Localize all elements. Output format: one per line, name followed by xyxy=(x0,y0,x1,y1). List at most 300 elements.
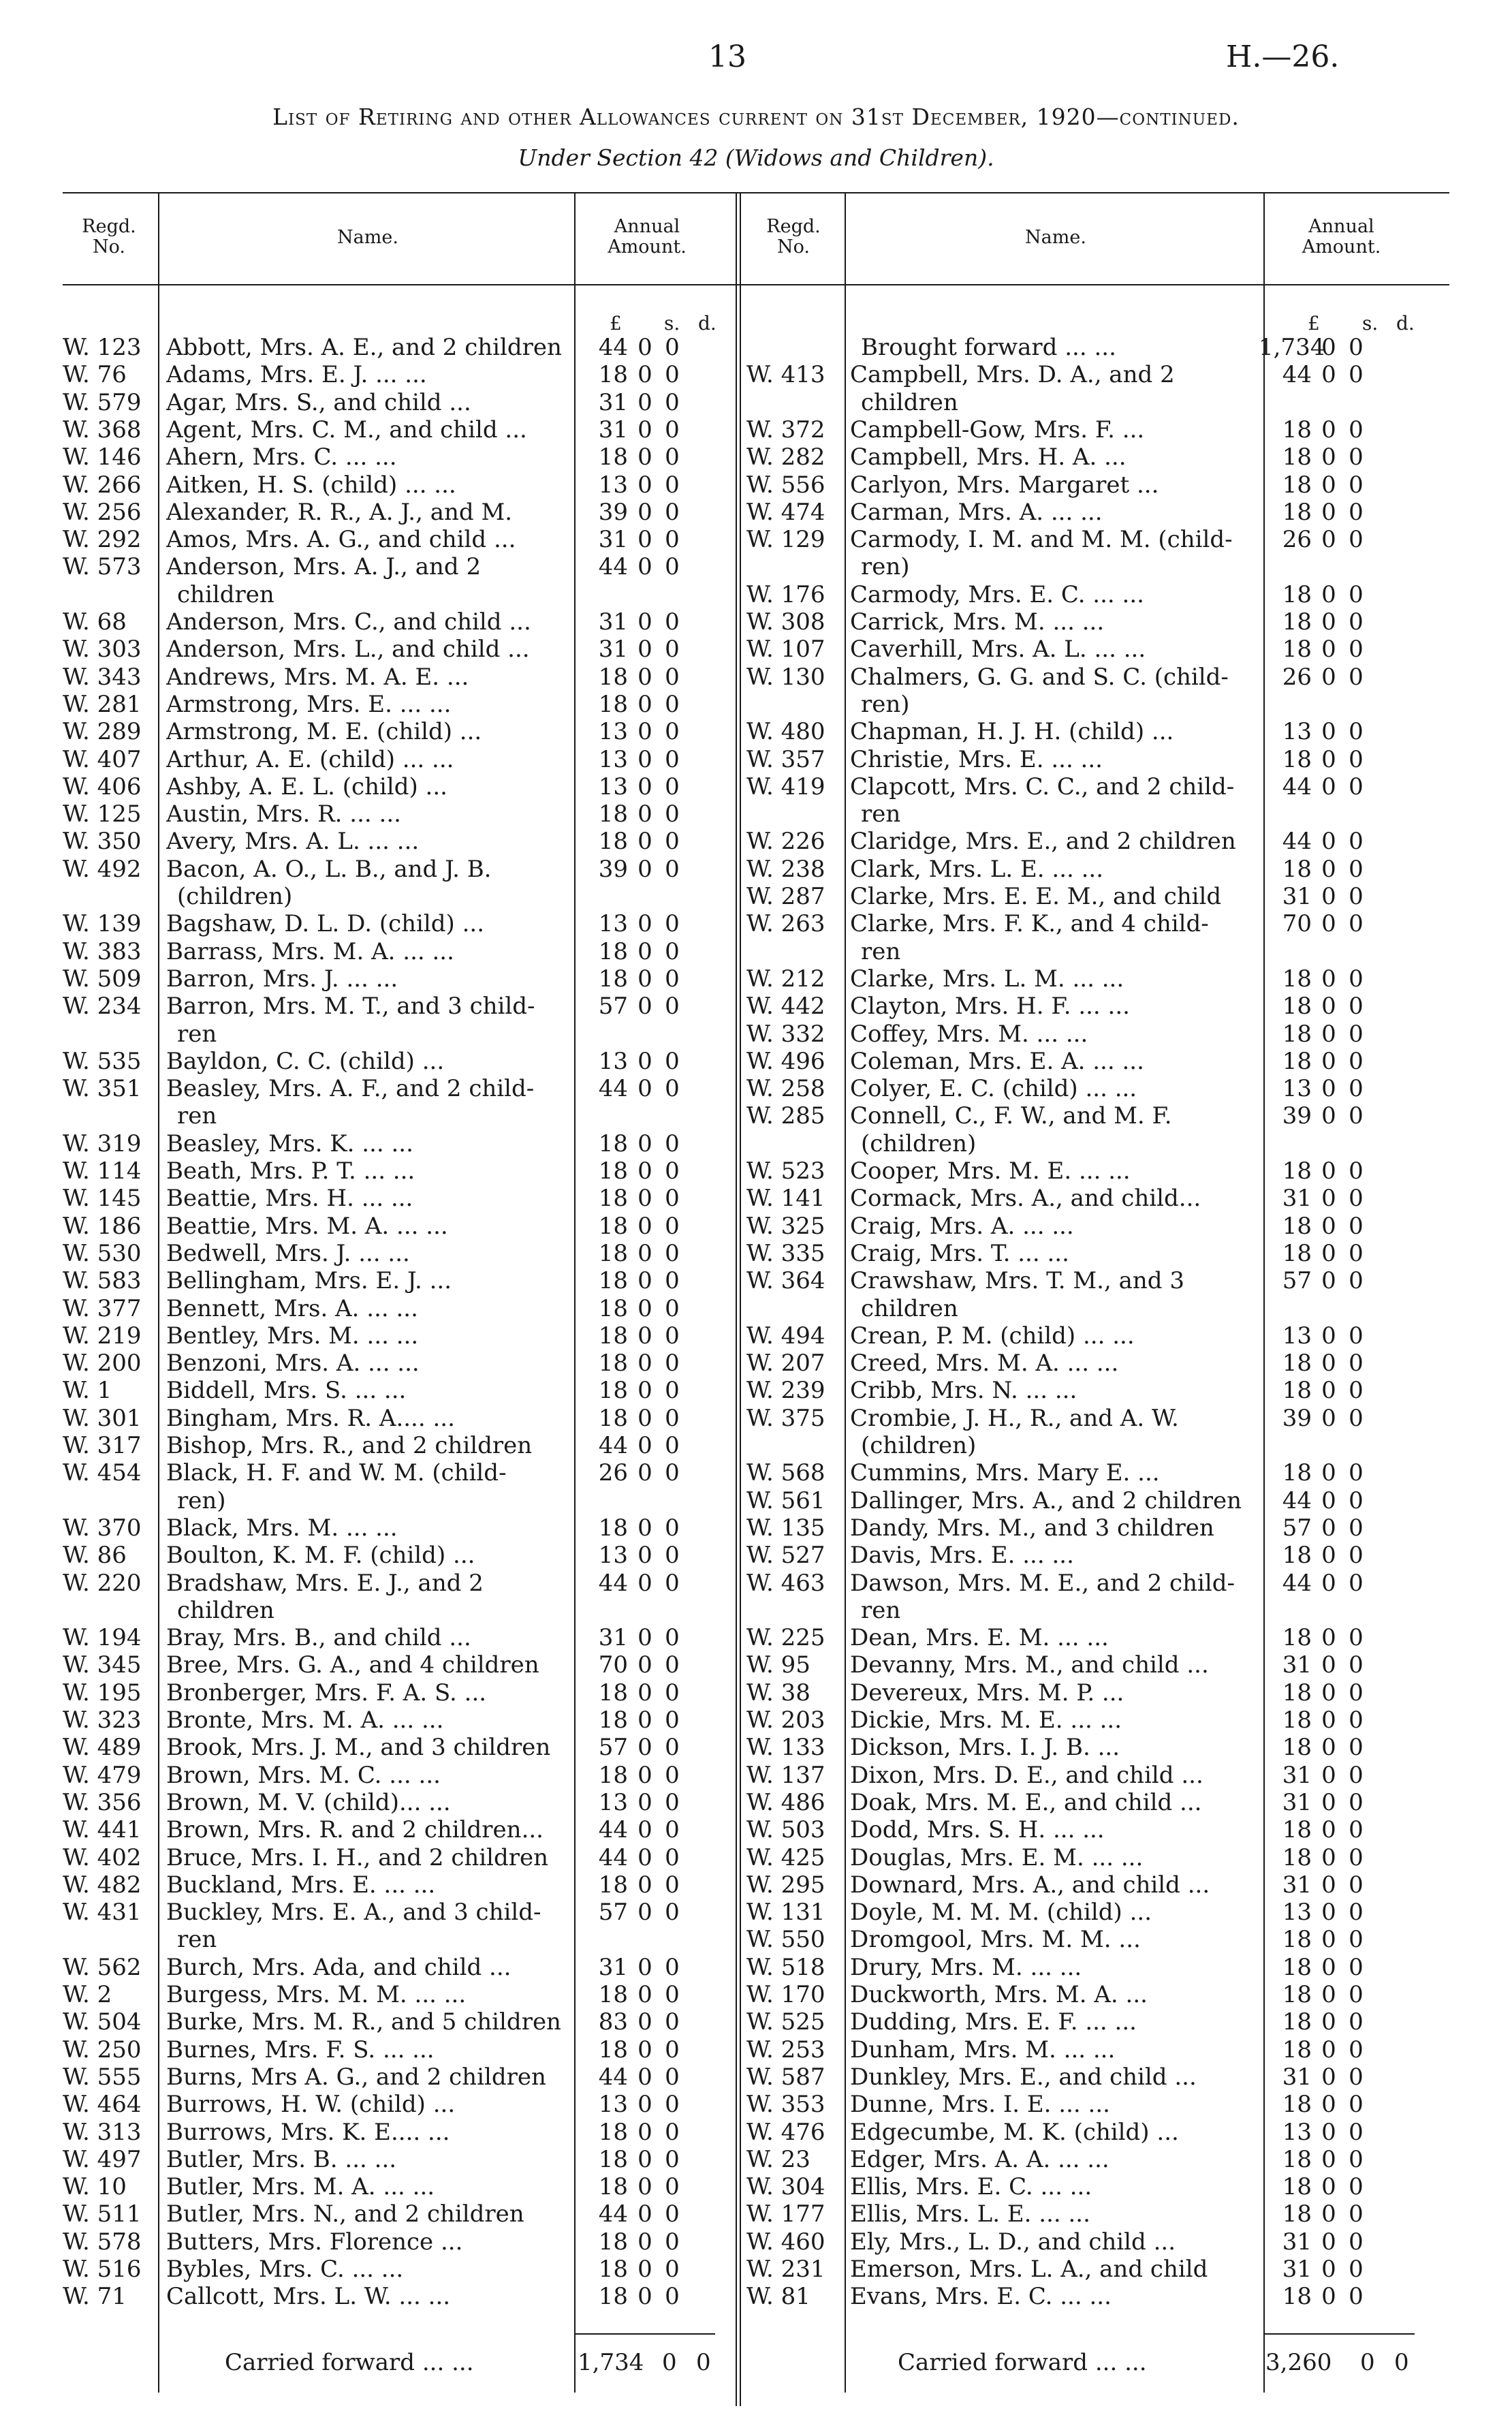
amount-pounds-cell: 18 xyxy=(1282,636,1312,664)
name-cell: ren) xyxy=(177,1486,226,1514)
regd-no-cell: W. 135 xyxy=(746,1514,825,1542)
name-cell: Cribb, Mrs. N. ... ... xyxy=(850,1377,1077,1405)
regd-no-cell: W. 535 xyxy=(63,1047,142,1075)
amount-pence-cell: 0 xyxy=(665,1542,680,1570)
amount-shillings-cell: 0 xyxy=(637,2283,652,2311)
regd-no-cell: W. 350 xyxy=(63,828,142,856)
amount-pence-cell: 0 xyxy=(1349,1899,1364,1927)
name-cell: Clapcott, Mrs. C. C., and 2 child- xyxy=(850,773,1235,800)
amount-pounds-cell: 31 xyxy=(598,388,628,416)
amount-shillings-cell: 0 xyxy=(637,2256,652,2283)
amount-shillings-cell: 0 xyxy=(1321,1761,1336,1789)
table-row xyxy=(63,1048,723,1075)
right-pence-unit: d. xyxy=(1396,312,1415,334)
amount-pence-cell: 0 xyxy=(665,1734,680,1762)
amount-shillings-cell: 0 xyxy=(637,1707,652,1734)
table-row xyxy=(746,2036,1428,2063)
table-row xyxy=(63,2200,723,2228)
table-row xyxy=(746,718,1428,745)
regd-no-cell: W. 253 xyxy=(746,2036,825,2063)
table-row xyxy=(746,1926,1428,1953)
name-cell: Dallinger, Mrs. A., and 2 children xyxy=(850,1486,1242,1514)
table-row xyxy=(746,608,1428,636)
amount-pounds-cell: 39 xyxy=(598,855,628,883)
amount-pounds-cell: 83 xyxy=(598,2008,628,2036)
amount-pence-cell: 0 xyxy=(665,2200,680,2228)
table-row xyxy=(63,581,723,608)
amount-pence-cell: 0 xyxy=(665,1624,680,1652)
amount-pounds-cell: 18 xyxy=(1282,1459,1312,1487)
amount-pence-cell: 0 xyxy=(1349,2256,1364,2283)
amount-pounds-cell: 18 xyxy=(598,663,628,691)
amount-pounds-cell: 18 xyxy=(1282,608,1312,636)
amount-pounds-cell: 18 xyxy=(598,1707,628,1734)
amount-pence-cell: 0 xyxy=(665,1047,680,1075)
amount-pounds-cell: 13 xyxy=(1282,2118,1312,2146)
name-cell: Buckley, Mrs. E. A., and 3 child- xyxy=(166,1899,541,1927)
left-carried-forward-label: Carried forward ... ... xyxy=(225,2349,474,2376)
table-row xyxy=(746,1267,1428,1294)
amount-pence-cell: 0 xyxy=(1349,993,1364,1021)
regd-no-cell: W. 295 xyxy=(746,1871,825,1899)
page-number: 13 xyxy=(708,40,746,74)
table-row xyxy=(746,1240,1428,1267)
regd-no-cell: W. 486 xyxy=(746,1788,825,1816)
amount-shillings-cell: 0 xyxy=(1321,2063,1336,2091)
regd-no-cell: W. 238 xyxy=(746,855,825,883)
regd-no-cell: W. 583 xyxy=(63,1267,142,1295)
amount-pence-cell: 0 xyxy=(665,1569,680,1597)
name-cell: Edgecumbe, M. K. (child) ... xyxy=(850,2118,1179,2146)
name-cell: Barrass, Mrs. M. A. ... ... xyxy=(166,937,454,965)
table-row xyxy=(746,1954,1428,1981)
regd-no-cell: W. 281 xyxy=(63,690,142,718)
amount-shillings-cell: 0 xyxy=(637,1569,652,1597)
name-cell: Dean, Mrs. E. M. ... ... xyxy=(850,1624,1109,1652)
table-row xyxy=(63,1816,723,1843)
amount-pence-cell: 0 xyxy=(1349,773,1364,800)
amount-pounds-cell: 18 xyxy=(1282,1157,1312,1185)
table-row xyxy=(63,1514,723,1542)
table-row xyxy=(746,1295,1428,1322)
table-row xyxy=(63,691,723,718)
amount-pounds-cell: 44 xyxy=(1282,773,1312,800)
regd-no-cell: W. 377 xyxy=(63,1294,142,1322)
amount-pounds-cell: 44 xyxy=(598,1432,628,1459)
amount-pounds-cell: 18 xyxy=(598,1761,628,1789)
amount-pounds-cell: 18 xyxy=(598,690,628,718)
name-cell: Dromgool, Mrs. M. M. ... xyxy=(850,1926,1141,1954)
name-cell: Coleman, Mrs. E. A. ... ... xyxy=(850,1047,1144,1075)
amount-pence-cell: 0 xyxy=(665,1761,680,1789)
amount-pounds-cell: 18 xyxy=(598,443,628,471)
page-title: List of Retiring and other Allowances current on 31st December, 1920—continued. xyxy=(272,104,1240,130)
left-carried-forward-pence: 0 xyxy=(696,2349,711,2376)
amount-pounds-cell: 26 xyxy=(598,1459,628,1487)
table-row xyxy=(746,443,1428,471)
table-row xyxy=(63,608,723,636)
name-cell: Clarke, Mrs. F. K., and 4 child- xyxy=(850,910,1209,938)
name-cell: Black, Mrs. M. ... ... xyxy=(166,1514,398,1542)
regd-no-cell: W. 304 xyxy=(746,2173,825,2201)
regd-no-cell: W. 292 xyxy=(63,526,142,554)
amount-shillings-cell: 0 xyxy=(637,1432,652,1459)
name-cell: Campbell, Mrs. H. A. ... xyxy=(850,443,1127,471)
amount-pence-cell: 0 xyxy=(1349,2036,1364,2063)
name-cell: Burrows, Mrs. K. E.... ... xyxy=(166,2118,450,2146)
amount-pounds-cell: 44 xyxy=(598,1569,628,1597)
name-cell: Dickson, Mrs. I. J. B. ... xyxy=(850,1734,1120,1762)
table-row xyxy=(63,856,723,883)
amount-pounds-cell: 39 xyxy=(1282,1404,1312,1432)
amount-pence-cell: 0 xyxy=(665,1432,680,1459)
left-carried-forward-shillings: 0 xyxy=(662,2349,677,2376)
amount-pounds-cell: 39 xyxy=(598,498,628,526)
name-cell: ren xyxy=(177,1020,217,1048)
table-row xyxy=(63,1322,723,1350)
table-row xyxy=(746,1350,1428,1377)
regd-no-cell: W. 476 xyxy=(746,2118,825,2146)
amount-pence-cell: 0 xyxy=(1349,1102,1364,1130)
regd-no-cell: W. 287 xyxy=(746,883,825,910)
right-carried-forward-pence: 0 xyxy=(1394,2349,1409,2376)
amount-pounds-cell: 31 xyxy=(1282,2063,1312,2091)
table-row xyxy=(63,1597,723,1624)
name-cell: Avery, Mrs. A. L. ... ... xyxy=(166,828,420,856)
name-cell: Dunham, Mrs. M. ... ... xyxy=(850,2036,1116,2063)
regd-no-cell: W. 332 xyxy=(746,1020,825,1048)
name-cell: (children) xyxy=(861,1432,977,1459)
amount-pence-cell: 0 xyxy=(665,1843,680,1871)
amount-pence-cell: 0 xyxy=(1349,580,1364,608)
name-cell: Dixon, Mrs. D. E., and child ... xyxy=(850,1761,1203,1789)
amount-pounds-cell: 18 xyxy=(598,1322,628,1350)
amount-pence-cell: 0 xyxy=(665,1322,680,1350)
regd-no-cell: W. 86 xyxy=(63,1542,127,1570)
regd-no-cell: W. 323 xyxy=(63,1707,142,1734)
amount-pence-cell: 0 xyxy=(1349,2118,1364,2146)
amount-pounds-cell: 18 xyxy=(1282,1047,1312,1075)
regd-no-cell: W. 195 xyxy=(63,1679,142,1707)
amount-shillings-cell: 0 xyxy=(1321,1157,1336,1185)
amount-pounds-cell: 18 xyxy=(598,1514,628,1542)
name-cell: children xyxy=(177,1596,274,1624)
table-row xyxy=(63,1651,723,1679)
amount-pounds-cell: 44 xyxy=(1282,828,1312,856)
name-cell: Bacon, A. O., L. B., and J. B. xyxy=(166,855,492,883)
amount-shillings-cell: 0 xyxy=(1321,1542,1336,1570)
regd-no-cell: W. 176 xyxy=(746,580,825,608)
amount-pence-cell: 0 xyxy=(665,1212,680,1240)
name-cell: Benzoni, Mrs. A. ... ... xyxy=(166,1350,420,1377)
amount-shillings-cell: 0 xyxy=(637,1953,652,1981)
amount-pence-cell: 0 xyxy=(665,1788,680,1816)
amount-pence-cell: 0 xyxy=(1349,443,1364,471)
name-cell: Brown, M. V. (child)... ... xyxy=(166,1788,451,1816)
table-row xyxy=(63,2063,723,2091)
amount-pounds-cell: 18 xyxy=(1282,2145,1312,2173)
amount-shillings-cell: 0 xyxy=(637,2145,652,2173)
amount-shillings-cell: 0 xyxy=(1321,1404,1336,1432)
table-row xyxy=(63,1981,723,2008)
name-cell: Crombie, J. H., R., and A. W. xyxy=(850,1404,1179,1432)
regd-no-cell: W. 406 xyxy=(63,773,142,800)
table-row xyxy=(746,691,1428,718)
name-cell: Craig, Mrs. T. ... ... xyxy=(850,1239,1069,1267)
table-row xyxy=(63,664,723,691)
amount-pounds-cell: 18 xyxy=(598,1212,628,1240)
amount-pounds-cell: 18 xyxy=(1282,416,1312,443)
table-row xyxy=(63,1926,723,1953)
regd-no-cell: W. 402 xyxy=(63,1843,142,1871)
name-cell: Butters, Mrs. Florence ... xyxy=(166,2228,463,2256)
name-cell: Carmody, Mrs. E. C. ... ... xyxy=(850,580,1144,608)
regd-no-cell: W. 146 xyxy=(63,443,142,471)
name-cell: Crean, P. M. (child) ... ... xyxy=(850,1322,1135,1350)
regd-no-cell: W. 419 xyxy=(746,773,825,800)
table-row xyxy=(63,1377,723,1404)
amount-pence-cell: 0 xyxy=(665,1404,680,1432)
name-cell: Bellingham, Mrs. E. J. ... xyxy=(166,1267,452,1295)
amount-pence-cell: 0 xyxy=(665,2228,680,2256)
amount-shillings-cell: 0 xyxy=(637,416,652,443)
amount-pence-cell: 0 xyxy=(1349,2008,1364,2036)
amount-shillings-cell: 0 xyxy=(637,1377,652,1405)
amount-pence-cell: 0 xyxy=(1349,416,1364,443)
table-row xyxy=(746,1844,1428,1871)
name-cell: Evans, Mrs. E. C. ... ... xyxy=(850,2283,1112,2311)
table-row xyxy=(63,773,723,800)
amount-shillings-cell: 0 xyxy=(1321,2173,1336,2201)
regd-no-cell: W. 464 xyxy=(63,2091,142,2119)
table-row xyxy=(746,2091,1428,2118)
amount-pounds-cell: 13 xyxy=(598,1542,628,1570)
name-cell: Downard, Mrs. A., and child ... xyxy=(850,1871,1210,1899)
amount-pounds-cell: 57 xyxy=(598,1734,628,1762)
amount-pounds-cell: 18 xyxy=(1282,2036,1312,2063)
amount-pounds-cell: 18 xyxy=(1282,993,1312,1021)
regd-no-cell: W. 129 xyxy=(746,526,825,554)
regd-no-cell: W. 527 xyxy=(746,1542,825,1570)
amount-shillings-cell: 0 xyxy=(1321,1569,1336,1597)
name-cell: Crawshaw, Mrs. T. M., and 3 xyxy=(850,1267,1184,1295)
amount-pounds-cell: 18 xyxy=(1282,1926,1312,1954)
name-cell: (children) xyxy=(861,1130,977,1157)
regd-no-cell: W. 383 xyxy=(63,937,142,965)
regd-no-cell: W. 131 xyxy=(746,1899,825,1927)
regd-no-cell: W. 555 xyxy=(63,2063,142,2091)
amount-pounds-cell: 31 xyxy=(1282,2256,1312,2283)
regd-no-cell: W. 482 xyxy=(63,1871,142,1899)
amount-pence-cell: 0 xyxy=(665,1899,680,1927)
regd-no-cell: W. 107 xyxy=(746,636,825,664)
table-row xyxy=(63,499,723,526)
amount-shillings-cell: 0 xyxy=(637,1267,652,1295)
amount-pounds-cell: 18 xyxy=(598,2283,628,2311)
table-row xyxy=(746,1075,1428,1102)
amount-shillings-cell: 0 xyxy=(637,910,652,938)
amount-pence-cell: 0 xyxy=(665,553,680,581)
amount-pounds-cell: 31 xyxy=(1282,1871,1312,1899)
amount-shillings-cell: 0 xyxy=(637,1514,652,1542)
name-cell: Butler, Mrs. N., and 2 children xyxy=(166,2200,524,2228)
name-cell: Carrick, Mrs. M. ... ... xyxy=(850,608,1105,636)
amount-pence-cell: 0 xyxy=(665,1459,680,1487)
amount-pounds-cell: 44 xyxy=(598,1816,628,1844)
name-cell: Beattie, Mrs. H. ... ... xyxy=(166,1185,413,1213)
right-header-name: Name. xyxy=(1025,227,1086,248)
amount-pounds-cell: 31 xyxy=(1282,2228,1312,2256)
amount-pence-cell: 0 xyxy=(1349,1816,1364,1844)
table-row xyxy=(63,416,723,443)
name-cell: Connell, C., F. W., and M. F. xyxy=(850,1102,1172,1130)
regd-no-cell: W. 289 xyxy=(63,718,142,746)
regd-no-cell: W. 325 xyxy=(746,1212,825,1240)
amount-pounds-cell: 18 xyxy=(1282,1734,1312,1762)
amount-pounds-cell: 18 xyxy=(1282,1953,1312,1981)
amount-pence-cell: 0 xyxy=(1349,745,1364,773)
amount-shillings-cell: 0 xyxy=(637,1899,652,1927)
amount-shillings-cell: 0 xyxy=(1321,1651,1336,1679)
amount-shillings-cell: 0 xyxy=(637,608,652,636)
amount-pence-cell: 0 xyxy=(665,937,680,965)
amount-pence-cell: 0 xyxy=(1349,965,1364,993)
table-row xyxy=(746,1651,1428,1679)
amount-shillings-cell: 0 xyxy=(1321,1459,1336,1487)
amount-pounds-cell: 18 xyxy=(1282,745,1312,773)
amount-pounds-cell: 13 xyxy=(1282,718,1312,746)
name-cell: Clarke, Mrs. L. M. ... ... xyxy=(850,965,1124,993)
name-cell: Bray, Mrs. B., and child ... xyxy=(166,1624,471,1652)
table-row xyxy=(63,1350,723,1377)
name-cell: Beasley, Mrs. A. F., and 2 child- xyxy=(166,1075,535,1103)
regd-no-cell: W. 303 xyxy=(63,636,142,664)
table-row xyxy=(746,910,1428,937)
amount-pence-cell: 0 xyxy=(1349,1486,1364,1514)
amount-shillings-cell: 0 xyxy=(637,1871,652,1899)
name-cell: Dunne, Mrs. I. E. ... ... xyxy=(850,2091,1110,2119)
regd-no-cell: W. 442 xyxy=(746,993,825,1021)
amount-pence-cell: 0 xyxy=(1349,498,1364,526)
table-row xyxy=(63,526,723,553)
amount-shillings-cell: 0 xyxy=(1321,1843,1336,1871)
table-row xyxy=(63,553,723,580)
table-row xyxy=(63,1185,723,1212)
amount-pounds-cell: 18 xyxy=(1282,1707,1312,1734)
amount-pounds-cell: 18 xyxy=(1282,1350,1312,1377)
amount-shillings-cell: 0 xyxy=(637,2228,652,2256)
name-cell: Brook, Mrs. J. M., and 3 children xyxy=(166,1734,551,1762)
regd-no-cell: W. 504 xyxy=(63,2008,142,2036)
regd-no-cell: W. 114 xyxy=(63,1157,142,1185)
name-cell: Burke, Mrs. M. R., and 5 children xyxy=(166,2008,561,2036)
regd-no-cell: W. 219 xyxy=(63,1322,142,1350)
amount-shillings-cell: 0 xyxy=(1321,334,1336,361)
amount-shillings-cell: 0 xyxy=(637,1788,652,1816)
regd-no-cell: W. 511 xyxy=(63,2200,142,2228)
amount-pounds-cell: 31 xyxy=(1282,1761,1312,1789)
amount-shillings-cell: 0 xyxy=(1321,1322,1336,1350)
name-cell: Edger, Mrs. A. A. ... ... xyxy=(850,2145,1109,2173)
name-cell: Dandy, Mrs. M., and 3 children xyxy=(850,1514,1214,1542)
amount-shillings-cell: 0 xyxy=(637,993,652,1021)
amount-pence-cell: 0 xyxy=(1349,1843,1364,1871)
amount-pence-cell: 0 xyxy=(665,1075,680,1103)
amount-pounds-cell: 18 xyxy=(1282,443,1312,471)
amount-pence-cell: 0 xyxy=(665,1294,680,1322)
amount-pounds-cell: 18 xyxy=(1282,498,1312,526)
regd-no-cell: W. 301 xyxy=(63,1404,142,1432)
name-cell: Bronberger, Mrs. F. A. S. ... xyxy=(166,1679,487,1707)
amount-pounds-cell: 44 xyxy=(598,334,628,361)
amount-shillings-cell: 0 xyxy=(637,2173,652,2201)
amount-pounds-cell: 44 xyxy=(1282,1569,1312,1597)
amount-pounds-cell: 18 xyxy=(1282,1212,1312,1240)
table-row xyxy=(746,1570,1428,1597)
name-cell: children xyxy=(861,388,958,416)
amount-shillings-cell: 0 xyxy=(637,718,652,746)
amount-shillings-cell: 0 xyxy=(1321,580,1336,608)
amount-pence-cell: 0 xyxy=(1349,1212,1364,1240)
amount-shillings-cell: 0 xyxy=(1321,1102,1336,1130)
amount-pounds-cell: 18 xyxy=(1282,1679,1312,1707)
regd-no-cell: W. 351 xyxy=(63,1075,142,1103)
amount-pounds-cell: 18 xyxy=(1282,2200,1312,2228)
amount-shillings-cell: 0 xyxy=(637,1075,652,1103)
name-cell: Buckland, Mrs. E. ... ... xyxy=(166,1871,436,1899)
amount-pence-cell: 0 xyxy=(1349,1926,1364,1954)
table-row xyxy=(746,2200,1428,2228)
amount-shillings-cell: 0 xyxy=(637,2036,652,2063)
amount-pounds-cell: 13 xyxy=(598,2091,628,2119)
amount-pounds-cell: 57 xyxy=(598,993,628,1021)
regd-no-cell: W. 579 xyxy=(63,388,142,416)
name-cell: Clarke, Mrs. E. E. M., and child xyxy=(850,883,1222,910)
amount-shillings-cell: 0 xyxy=(1321,745,1336,773)
name-cell: Ashby, A. E. L. (child) ... xyxy=(166,773,447,800)
table-row xyxy=(746,1514,1428,1542)
amount-pounds-cell: 39 xyxy=(1282,1102,1312,1130)
amount-shillings-cell: 0 xyxy=(637,855,652,883)
regd-no-cell: W. 509 xyxy=(63,965,142,993)
left-header-regd-no: Regd. No. xyxy=(82,216,136,258)
name-cell: Ellis, Mrs. E. C. ... ... xyxy=(850,2173,1092,2201)
regd-no-cell: W. 368 xyxy=(63,416,142,443)
center-divider xyxy=(736,192,737,2406)
amount-pounds-cell: 18 xyxy=(598,1239,628,1267)
amount-pounds-cell: 18 xyxy=(598,2173,628,2201)
table-row xyxy=(63,1487,723,1514)
regd-no-cell: W. 425 xyxy=(746,1843,825,1871)
amount-pence-cell: 0 xyxy=(665,2118,680,2146)
regd-no-cell: W. 10 xyxy=(63,2173,127,2201)
amount-shillings-cell: 0 xyxy=(637,1157,652,1185)
amount-pounds-cell: 18 xyxy=(1282,965,1312,993)
name-cell: Campbell-Gow, Mrs. F. ... xyxy=(850,416,1145,443)
amount-shillings-cell: 0 xyxy=(1321,773,1336,800)
amount-pounds-cell: 18 xyxy=(1282,2283,1312,2311)
table-row xyxy=(746,664,1428,691)
table-row xyxy=(63,828,723,855)
regd-no-cell: W. 186 xyxy=(63,1212,142,1240)
regd-no-cell: W. 573 xyxy=(63,553,142,581)
regd-no-cell: W. 137 xyxy=(746,1761,825,1789)
regd-no-cell: W. 441 xyxy=(63,1816,142,1844)
regd-no-cell: W. 81 xyxy=(746,2283,810,2311)
amount-pence-cell: 0 xyxy=(665,443,680,471)
name-cell: Burrows, H. W. (child) ... xyxy=(166,2091,456,2119)
amount-shillings-cell: 0 xyxy=(1321,1020,1336,1048)
